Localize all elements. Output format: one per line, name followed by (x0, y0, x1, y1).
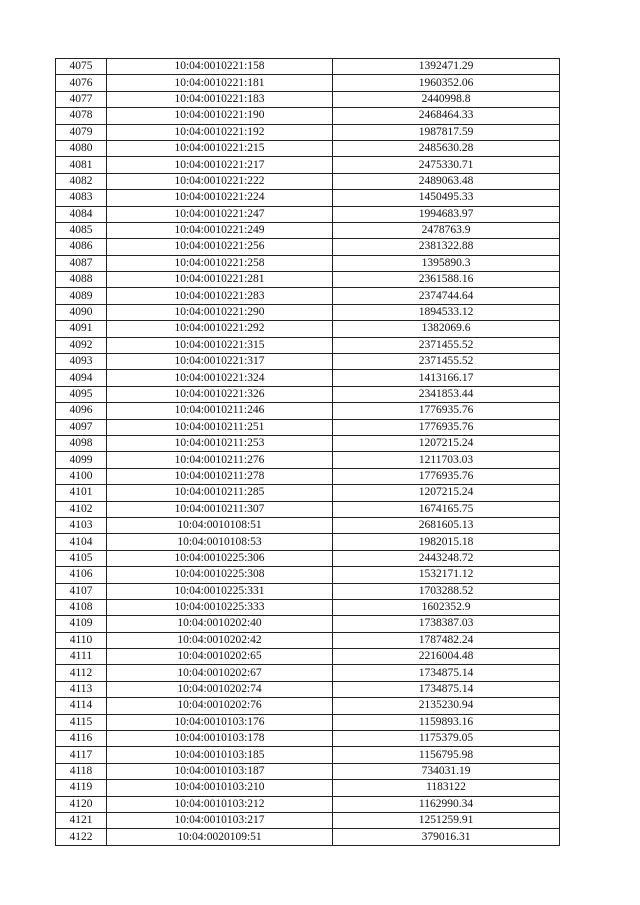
value-cell: 2361588.16 (333, 272, 560, 288)
table-row (56, 731, 560, 747)
table-row (56, 370, 560, 386)
cadastral-number-cell: 10:04:0010108:51 (107, 517, 333, 533)
value-cell: 2475330.71 (333, 157, 560, 173)
cadastral-number-cell: 10:04:0010221:258 (107, 255, 333, 271)
row-number-cell: 4101 (56, 485, 107, 501)
row-number-cell: 4099 (56, 452, 107, 468)
row-number-cell: 4102 (56, 501, 107, 517)
cadastral-number-cell: 10:04:0010211:253 (107, 435, 333, 451)
row-number-cell: 4090 (56, 304, 107, 320)
table-row (56, 419, 560, 435)
row-number-cell: 4088 (56, 272, 107, 288)
value-cell: 1450495.33 (333, 190, 560, 206)
cadastral-number-cell: 10:04:0010221:192 (107, 124, 333, 140)
row-number-cell: 4094 (56, 370, 107, 386)
row-number-cell: 4100 (56, 468, 107, 484)
cadastral-number-cell: 10:04:0010211:276 (107, 452, 333, 468)
row-number-cell: 4109 (56, 616, 107, 632)
row-number-cell: 4116 (56, 731, 107, 747)
table-row (56, 501, 560, 517)
row-number-cell: 4076 (56, 75, 107, 91)
table-row (56, 550, 560, 566)
row-number-cell: 4086 (56, 239, 107, 255)
row-number-cell: 4114 (56, 698, 107, 714)
cadastral-number-cell: 10:04:0010103:185 (107, 747, 333, 763)
cadastral-number-cell: 10:04:0010211:251 (107, 419, 333, 435)
value-cell: 2381322.88 (333, 239, 560, 255)
row-number-cell: 4119 (56, 780, 107, 796)
value-cell: 2135230.94 (333, 698, 560, 714)
row-number-cell: 4080 (56, 140, 107, 156)
row-number-cell: 4108 (56, 599, 107, 615)
table-row (56, 157, 560, 173)
row-number-cell: 4085 (56, 222, 107, 238)
cadastral-number-cell: 10:04:0010221:249 (107, 222, 333, 238)
row-number-cell: 4104 (56, 534, 107, 550)
row-number-cell: 4082 (56, 173, 107, 189)
cadastral-number-cell: 10:04:0010221:281 (107, 272, 333, 288)
row-number-cell: 4112 (56, 665, 107, 681)
row-number-cell: 4077 (56, 91, 107, 107)
cadastral-number-cell: 10:04:0010202:74 (107, 681, 333, 697)
table-row (56, 468, 560, 484)
table-row (56, 288, 560, 304)
cadastral-number-cell: 10:04:0010103:212 (107, 796, 333, 812)
cadastral-number-cell: 10:04:0010221:292 (107, 321, 333, 337)
cadastral-number-cell: 10:04:0010221:215 (107, 140, 333, 156)
row-number-cell: 4084 (56, 206, 107, 222)
table-row (56, 763, 560, 779)
table-row (56, 173, 560, 189)
cadastral-number-cell: 10:04:0010221:324 (107, 370, 333, 386)
table-row (56, 452, 560, 468)
row-number-cell: 4087 (56, 255, 107, 271)
row-number-cell: 4075 (56, 59, 107, 75)
table-row (56, 616, 560, 632)
value-cell: 2485630.28 (333, 140, 560, 156)
table-row (56, 714, 560, 730)
cadastral-number-cell: 10:04:0010211:278 (107, 468, 333, 484)
cadastral-value-table (55, 58, 560, 846)
table-row (56, 255, 560, 271)
value-cell: 734031.19 (333, 763, 560, 779)
row-number-cell: 4079 (56, 124, 107, 140)
cadastral-number-cell: 10:04:0010225:306 (107, 550, 333, 566)
table-row (56, 386, 560, 402)
value-cell: 1787482.24 (333, 632, 560, 648)
row-number-cell: 4097 (56, 419, 107, 435)
value-cell: 2374744.64 (333, 288, 560, 304)
cadastral-number-cell: 10:04:0010221:315 (107, 337, 333, 353)
value-cell: 2489063.48 (333, 173, 560, 189)
value-cell: 1674165.75 (333, 501, 560, 517)
value-cell: 1211703.03 (333, 452, 560, 468)
row-number-cell: 4105 (56, 550, 107, 566)
cadastral-number-cell: 10:04:0010202:65 (107, 649, 333, 665)
cadastral-number-cell: 10:04:0010225:308 (107, 567, 333, 583)
value-cell: 2341853.44 (333, 386, 560, 402)
cadastral-number-cell: 10:04:0010221:181 (107, 75, 333, 91)
table-row (56, 796, 560, 812)
cadastral-number-cell: 10:04:0010211:246 (107, 403, 333, 419)
row-number-cell: 4081 (56, 157, 107, 173)
table-row (56, 222, 560, 238)
value-cell: 1738387.03 (333, 616, 560, 632)
cadastral-number-cell: 10:04:0010221:222 (107, 173, 333, 189)
table-row (56, 632, 560, 648)
cadastral-number-cell: 10:04:0010221:158 (107, 59, 333, 75)
cadastral-number-cell: 10:04:0010108:53 (107, 534, 333, 550)
value-cell: 1987817.59 (333, 124, 560, 140)
table-row (56, 239, 560, 255)
value-cell: 1960352.06 (333, 75, 560, 91)
table-row (56, 698, 560, 714)
value-cell: 1982015.18 (333, 534, 560, 550)
value-cell: 2216004.48 (333, 649, 560, 665)
value-cell: 1392471.29 (333, 59, 560, 75)
table-row (56, 91, 560, 107)
value-cell: 1413166.17 (333, 370, 560, 386)
value-cell: 2371455.52 (333, 337, 560, 353)
cadastral-number-cell: 10:04:0010221:224 (107, 190, 333, 206)
table-row (56, 140, 560, 156)
row-number-cell: 4117 (56, 747, 107, 763)
row-number-cell: 4115 (56, 714, 107, 730)
cadastral-number-cell: 10:04:0010221:247 (107, 206, 333, 222)
value-cell: 2478763.9 (333, 222, 560, 238)
value-cell: 1207215.24 (333, 485, 560, 501)
row-number-cell: 4111 (56, 649, 107, 665)
value-cell: 1602352.9 (333, 599, 560, 615)
value-cell: 1162990.34 (333, 796, 560, 812)
table-row (56, 354, 560, 370)
value-cell: 1776935.76 (333, 403, 560, 419)
value-cell: 1159893.16 (333, 714, 560, 730)
cadastral-number-cell: 10:04:0010211:307 (107, 501, 333, 517)
cadastral-number-cell: 10:04:0010221:290 (107, 304, 333, 320)
value-cell: 1382069.6 (333, 321, 560, 337)
table-row (56, 321, 560, 337)
cadastral-number-cell: 10:04:0010103:217 (107, 812, 333, 828)
table-row (56, 304, 560, 320)
cadastral-number-cell: 10:04:0010225:331 (107, 583, 333, 599)
value-cell: 1183122 (333, 780, 560, 796)
row-number-cell: 4092 (56, 337, 107, 353)
row-number-cell: 4093 (56, 354, 107, 370)
row-number-cell: 4122 (56, 829, 107, 845)
cadastral-number-cell: 10:04:0010103:176 (107, 714, 333, 730)
table-row (56, 599, 560, 615)
table-row (56, 190, 560, 206)
cadastral-number-cell: 10:04:0010202:67 (107, 665, 333, 681)
row-number-cell: 4110 (56, 632, 107, 648)
cadastral-number-cell: 10:04:0010221:183 (107, 91, 333, 107)
row-number-cell: 4107 (56, 583, 107, 599)
table-row (56, 567, 560, 583)
cadastral-number-cell: 10:04:0010221:326 (107, 386, 333, 402)
value-cell: 2681605.13 (333, 517, 560, 533)
row-number-cell: 4098 (56, 435, 107, 451)
value-cell: 1776935.76 (333, 419, 560, 435)
value-cell: 2371455.52 (333, 354, 560, 370)
table-row (56, 583, 560, 599)
row-number-cell: 4095 (56, 386, 107, 402)
row-number-cell: 4078 (56, 108, 107, 124)
row-number-cell: 4113 (56, 681, 107, 697)
table-row (56, 780, 560, 796)
table-row (56, 272, 560, 288)
table-row (56, 517, 560, 533)
value-cell: 1207215.24 (333, 435, 560, 451)
value-cell: 2440998.8 (333, 91, 560, 107)
cadastral-number-cell: 10:04:0010202:40 (107, 616, 333, 632)
table-body (56, 59, 560, 846)
table-row (56, 124, 560, 140)
row-number-cell: 4106 (56, 567, 107, 583)
cadastral-number-cell: 10:04:0010225:333 (107, 599, 333, 615)
value-cell: 1251259.91 (333, 812, 560, 828)
row-number-cell: 4121 (56, 812, 107, 828)
value-cell: 1156795.98 (333, 747, 560, 763)
table-row (56, 337, 560, 353)
cadastral-number-cell: 10:04:0010221:256 (107, 239, 333, 255)
cadastral-number-cell: 10:04:0010221:190 (107, 108, 333, 124)
cadastral-number-cell: 10:04:0010221:217 (107, 157, 333, 173)
cadastral-number-cell: 10:04:0010221:317 (107, 354, 333, 370)
value-cell: 1994683.97 (333, 206, 560, 222)
value-cell: 1395890.3 (333, 255, 560, 271)
table-row (56, 403, 560, 419)
cadastral-number-cell: 10:04:0010211:285 (107, 485, 333, 501)
row-number-cell: 4089 (56, 288, 107, 304)
cadastral-number-cell: 10:04:0010103:178 (107, 731, 333, 747)
row-number-cell: 4120 (56, 796, 107, 812)
table-row (56, 108, 560, 124)
table-row (56, 665, 560, 681)
row-number-cell: 4103 (56, 517, 107, 533)
table-row (56, 681, 560, 697)
cadastral-number-cell: 10:04:0010202:42 (107, 632, 333, 648)
table-row (56, 534, 560, 550)
cadastral-number-cell: 10:04:0020109:51 (107, 829, 333, 845)
row-number-cell: 4096 (56, 403, 107, 419)
value-cell: 1703288.52 (333, 583, 560, 599)
cadastral-number-cell: 10:04:0010103:187 (107, 763, 333, 779)
table-row (56, 747, 560, 763)
cadastral-number-cell: 10:04:0010202:76 (107, 698, 333, 714)
value-cell: 379016.31 (333, 829, 560, 845)
value-cell: 2443248.72 (333, 550, 560, 566)
table-row (56, 485, 560, 501)
cadastral-number-cell: 10:04:0010221:283 (107, 288, 333, 304)
value-cell: 1894533.12 (333, 304, 560, 320)
cadastral-number-cell: 10:04:0010103:210 (107, 780, 333, 796)
value-cell: 2468464.33 (333, 108, 560, 124)
table-row (56, 649, 560, 665)
value-cell: 1734875.14 (333, 665, 560, 681)
table-row (56, 812, 560, 828)
table-row (56, 435, 560, 451)
value-cell: 1532171.12 (333, 567, 560, 583)
table-row (56, 829, 560, 845)
value-cell: 1734875.14 (333, 681, 560, 697)
table-row (56, 59, 560, 75)
row-number-cell: 4083 (56, 190, 107, 206)
row-number-cell: 4118 (56, 763, 107, 779)
value-cell: 1175379.05 (333, 731, 560, 747)
value-cell: 1776935.76 (333, 468, 560, 484)
table-row (56, 75, 560, 91)
row-number-cell: 4091 (56, 321, 107, 337)
table-row (56, 206, 560, 222)
